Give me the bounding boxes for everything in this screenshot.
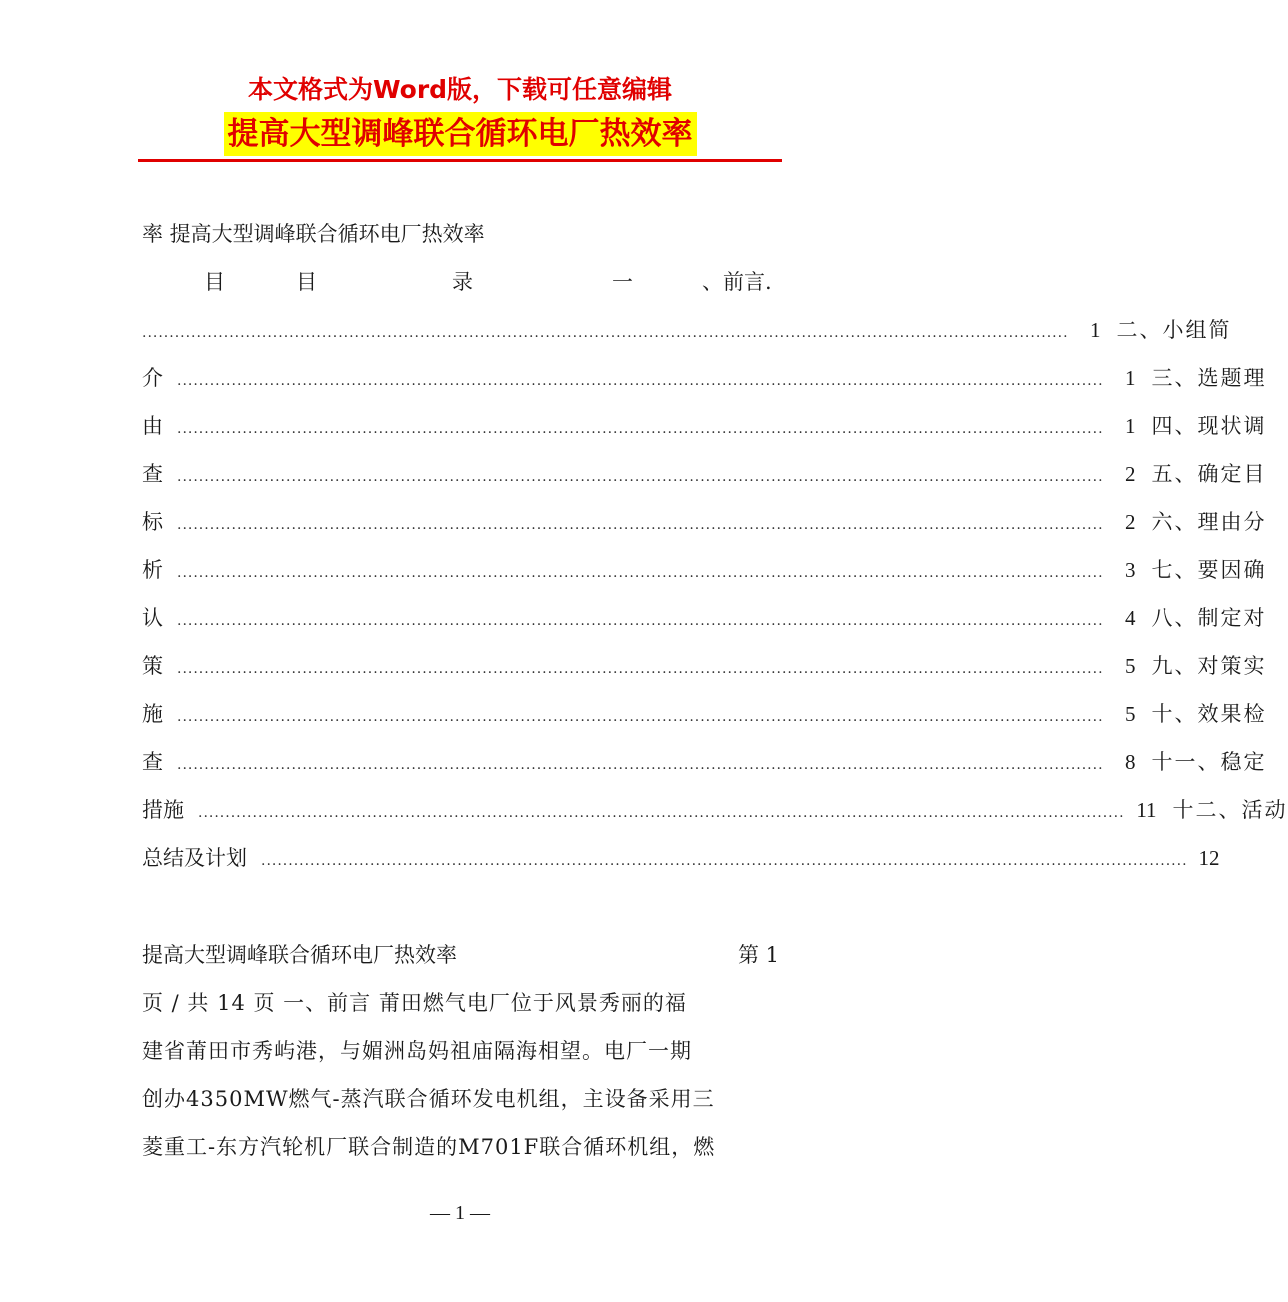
page-header — [142, 940, 779, 970]
toc-entry[interactable] — [142, 603, 1267, 633]
toc-leader-dots: .......................................................................................................................................................................... — [198, 805, 1125, 821]
toc-label: 措施 — [142, 798, 184, 822]
toc-next-heading: 七、要因确 — [1151, 558, 1267, 582]
toc-page-number: 12 — [1198, 846, 1220, 870]
contents-char: 、前言. — [702, 270, 772, 294]
toc-entry[interactable] — [142, 411, 1267, 441]
contents-char: 录 — [452, 270, 473, 294]
document-title: 提高大型调峰联合循环电厂热效率 — [224, 112, 697, 156]
contents-char: 目 — [296, 270, 317, 294]
toc-entry[interactable] — [142, 651, 1267, 681]
page-header-title: 提高大型调峰联合循环电厂热效率 — [142, 943, 457, 967]
toc-page-number: 1 — [1090, 318, 1101, 342]
toc-leader-dots: .......................................................................................................................................................................... — [177, 613, 1104, 629]
toc-leader-dots: .......................................................................................................................................................................... — [142, 325, 1069, 341]
toc-label: 标 — [142, 510, 163, 534]
toc-entry[interactable] — [142, 555, 1267, 585]
toc-page-number: 1 — [1125, 366, 1136, 390]
toc-next-heading: 五、确定目 — [1151, 462, 1267, 486]
contents-heading-row — [142, 267, 779, 297]
toc-next-heading: 八、制定对 — [1151, 606, 1267, 630]
toc-next-heading: 三、选题理 — [1151, 366, 1267, 390]
toc-leader-dots: .......................................................................................................................................................................... — [177, 373, 1104, 389]
toc-next-heading: 四、现状调 — [1151, 414, 1267, 438]
toc-page-number: 3 — [1125, 558, 1136, 582]
toc-next-heading: 十二、活动 — [1172, 798, 1288, 822]
toc-entry[interactable] — [142, 795, 1288, 825]
toc-leader-dots: .......................................................................................................................................................................... — [177, 469, 1104, 485]
toc-entry[interactable] — [142, 747, 1267, 777]
toc-page-number: 2 — [1125, 510, 1136, 534]
contents-char: 一 — [612, 270, 633, 294]
intro-line: 率 提高大型调峰联合循环电厂热效率 — [142, 222, 485, 246]
toc-label: 析 — [142, 558, 163, 582]
toc-next-heading: 二、小组简 — [1116, 318, 1232, 342]
toc-label: 认 — [142, 606, 163, 630]
toc-page-number: 2 — [1125, 462, 1136, 486]
toc-label: 总结及计划 — [142, 846, 247, 870]
body-paragraph-line: 建省莆田市秀屿港，与媚洲岛妈祖庙隔海相望。电厂一期 — [142, 1039, 692, 1063]
toc-entry[interactable] — [142, 363, 1267, 393]
toc-label: 施 — [142, 702, 163, 726]
format-notice: 本文格式为Word版，下载可任意编辑 — [247, 75, 673, 104]
toc-leader-dots: .......................................................................................................................................................................... — [177, 565, 1104, 581]
toc-entry[interactable] — [142, 843, 1220, 873]
toc-leader-dots: .......................................................................................................................................................................... — [177, 517, 1104, 533]
contents-char: 目 — [204, 270, 225, 294]
body-paragraph-line: 菱重工-东方汽轮机厂联合制造的M701F联合循环机组，燃 — [142, 1135, 716, 1159]
toc-leader-dots: .......................................................................................................................................................................... — [177, 421, 1104, 437]
toc-page-number: 5 — [1125, 654, 1136, 678]
body-paragraph-line: 创办4350MW燃气-蒸汽联合循环发电机组，主设备采用三 — [142, 1087, 715, 1111]
toc-entry[interactable] — [142, 315, 1232, 345]
toc-next-heading: 六、理由分 — [1151, 510, 1267, 534]
toc-next-heading: 十一、稳定 — [1151, 750, 1267, 774]
toc-leader-dots: .......................................................................................................................................................................... — [177, 661, 1104, 677]
toc-page-number: 5 — [1125, 702, 1136, 726]
page-number: — 1 — — [430, 1202, 490, 1224]
toc-entry[interactable] — [142, 459, 1267, 489]
toc-page-number: 4 — [1125, 606, 1136, 630]
toc-next-heading: 十、效果检 — [1151, 702, 1267, 726]
toc-label: 由 — [142, 414, 163, 438]
toc-label: 查 — [142, 462, 163, 486]
toc-entry[interactable] — [142, 699, 1267, 729]
toc-entry[interactable] — [142, 507, 1267, 537]
page-header-page: 第 1 — [737, 943, 779, 967]
toc-leader-dots: .......................................................................................................................................................................... — [261, 853, 1188, 869]
title-divider — [138, 159, 782, 162]
body-paragraph-line: 页 / 共 14 页 一、前言 莆田燃气电厂位于风景秀丽的福 — [142, 991, 687, 1015]
toc-label: 介 — [142, 366, 163, 390]
toc-leader-dots: .......................................................................................................................................................................... — [177, 709, 1104, 725]
title-wrapper — [0, 112, 920, 156]
toc-label: 查 — [142, 750, 163, 774]
toc-page-number: 1 — [1125, 414, 1136, 438]
toc-page-number: 8 — [1125, 750, 1136, 774]
toc-label: 策 — [142, 654, 163, 678]
toc-leader-dots: .......................................................................................................................................................................... — [177, 757, 1104, 773]
toc-next-heading: 九、对策实 — [1151, 654, 1267, 678]
toc-page-number: 11 — [1136, 798, 1157, 822]
